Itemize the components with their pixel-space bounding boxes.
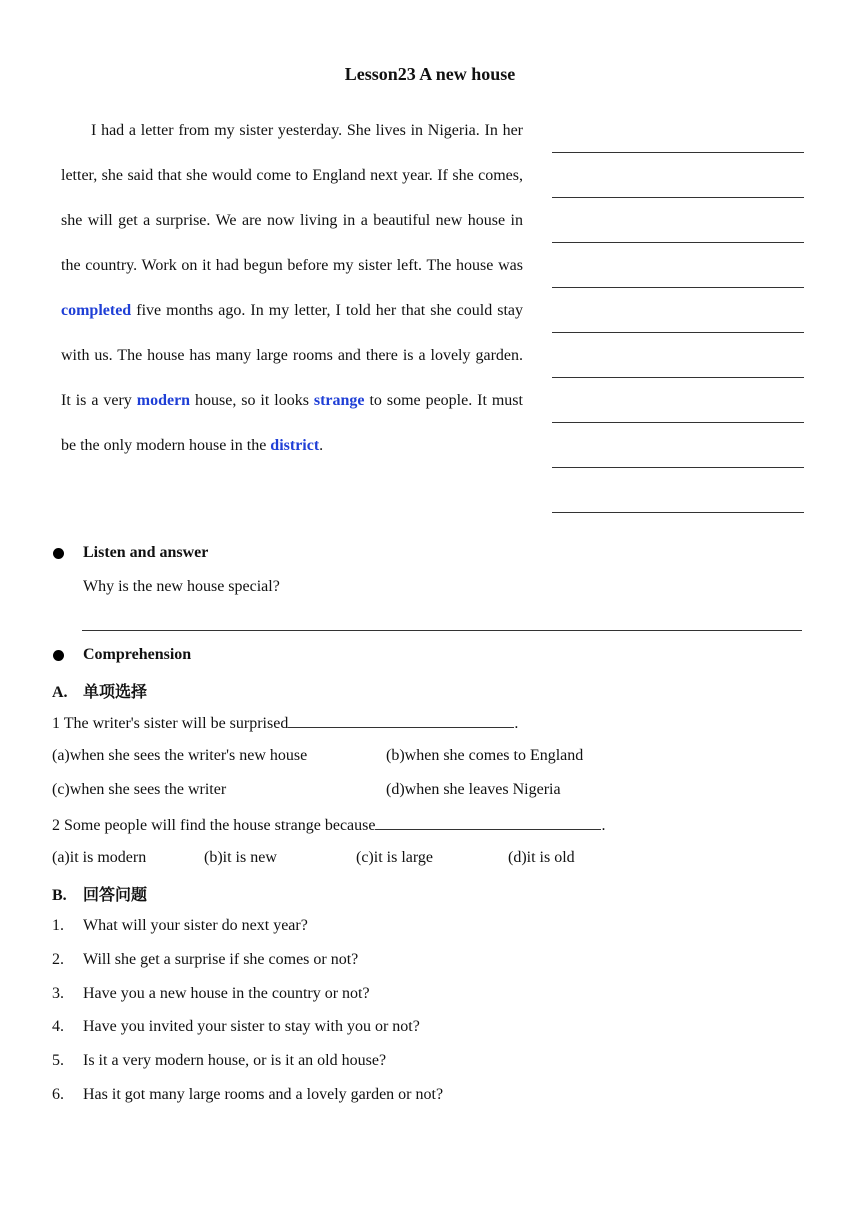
- question-text: Will she get a surprise if she comes or not?: [83, 951, 359, 968]
- part-b-letter: B.: [52, 887, 67, 904]
- passage-text: I had a letter from my sister yesterday. She lives in Nigeria. In her letter, she said that she would come to England next year. If she comes, she will get a surprise. We are now living in a beautiful new house in the country. Work on it had begun before my sister left. The house was: [61, 122, 523, 274]
- keyword-district: district: [270, 437, 320, 454]
- question-text: Have you invited your sister to stay with you or not?: [83, 1018, 420, 1035]
- question-text: What will your sister do next year?: [83, 917, 308, 934]
- question-number: 3.: [52, 985, 64, 1002]
- question-end: .: [601, 817, 606, 834]
- option-d[interactable]: (d)when she leaves Nigeria: [386, 781, 561, 798]
- option-b[interactable]: (b)when she comes to England: [386, 747, 584, 764]
- passage-text: to some people. It must be the only modern house in the: [61, 392, 523, 454]
- option-b[interactable]: (b)it is new: [204, 849, 277, 866]
- note-line[interactable]: [552, 378, 804, 423]
- note-line[interactable]: [552, 198, 804, 243]
- keyword-completed: completed: [61, 302, 132, 319]
- reading-passage: [61, 108, 523, 468]
- keyword-strange: strange: [313, 392, 365, 409]
- bullet-icon: [53, 650, 64, 661]
- part-a-heading: [52, 679, 147, 702]
- question-1: [52, 713, 518, 733]
- fill-blank[interactable]: [288, 713, 514, 728]
- note-line[interactable]: [552, 333, 804, 378]
- question-text: Is it a very modern house, or is it an old house?: [83, 1052, 387, 1069]
- option-a[interactable]: (a)when she sees the writer's new house: [52, 747, 308, 764]
- part-b-title: 回答问题: [83, 885, 148, 904]
- note-line[interactable]: [552, 468, 804, 513]
- question-1-text: 1 The writer's sister will be surprised: [52, 715, 289, 732]
- page-title: Lesson23 A new house: [344, 64, 516, 84]
- bullet-icon: [53, 548, 64, 559]
- passage-text: house, so it looks: [190, 392, 314, 409]
- question-text: Have you a new house in the country or not?: [83, 985, 370, 1002]
- passage-text: .: [319, 437, 324, 454]
- fill-blank[interactable]: [375, 815, 601, 830]
- part-b-heading: [52, 882, 147, 905]
- question-number: 2.: [52, 951, 64, 968]
- question-number: 1.: [52, 917, 64, 934]
- note-line[interactable]: [552, 423, 804, 468]
- question-2: [52, 815, 605, 835]
- note-lines: [552, 108, 804, 513]
- option-a[interactable]: (a)it is modern: [52, 849, 147, 866]
- note-line[interactable]: [552, 288, 804, 333]
- passage-text: five months ago. In my letter, I told her that she could stay with us. The house has many large rooms and there is a lovely garden. It is a very: [61, 302, 523, 409]
- part-a-title: 单项选择: [83, 682, 148, 701]
- option-c[interactable]: (c)when she sees the writer: [52, 781, 227, 798]
- keyword-modern: modern: [136, 392, 191, 409]
- note-line[interactable]: [552, 153, 804, 198]
- listen-question: Why is the new house special?: [83, 578, 280, 595]
- question-end: .: [514, 715, 519, 732]
- part-a-letter: A.: [52, 684, 68, 701]
- question-number: 4.: [52, 1018, 64, 1035]
- question-number: 6.: [52, 1086, 64, 1103]
- note-line[interactable]: [552, 108, 804, 153]
- question-number: 5.: [52, 1052, 64, 1069]
- question-2-text: 2 Some people will find the house strange because: [52, 817, 376, 834]
- answer-line[interactable]: [82, 630, 802, 631]
- question-text: Has it got many large rooms and a lovely garden or not?: [83, 1086, 444, 1103]
- option-c[interactable]: (c)it is large: [356, 849, 434, 866]
- comprehension-heading: Comprehension: [83, 646, 192, 663]
- note-line[interactable]: [552, 243, 804, 288]
- listen-heading: Listen and answer: [83, 544, 209, 561]
- option-d[interactable]: (d)it is old: [508, 849, 575, 866]
